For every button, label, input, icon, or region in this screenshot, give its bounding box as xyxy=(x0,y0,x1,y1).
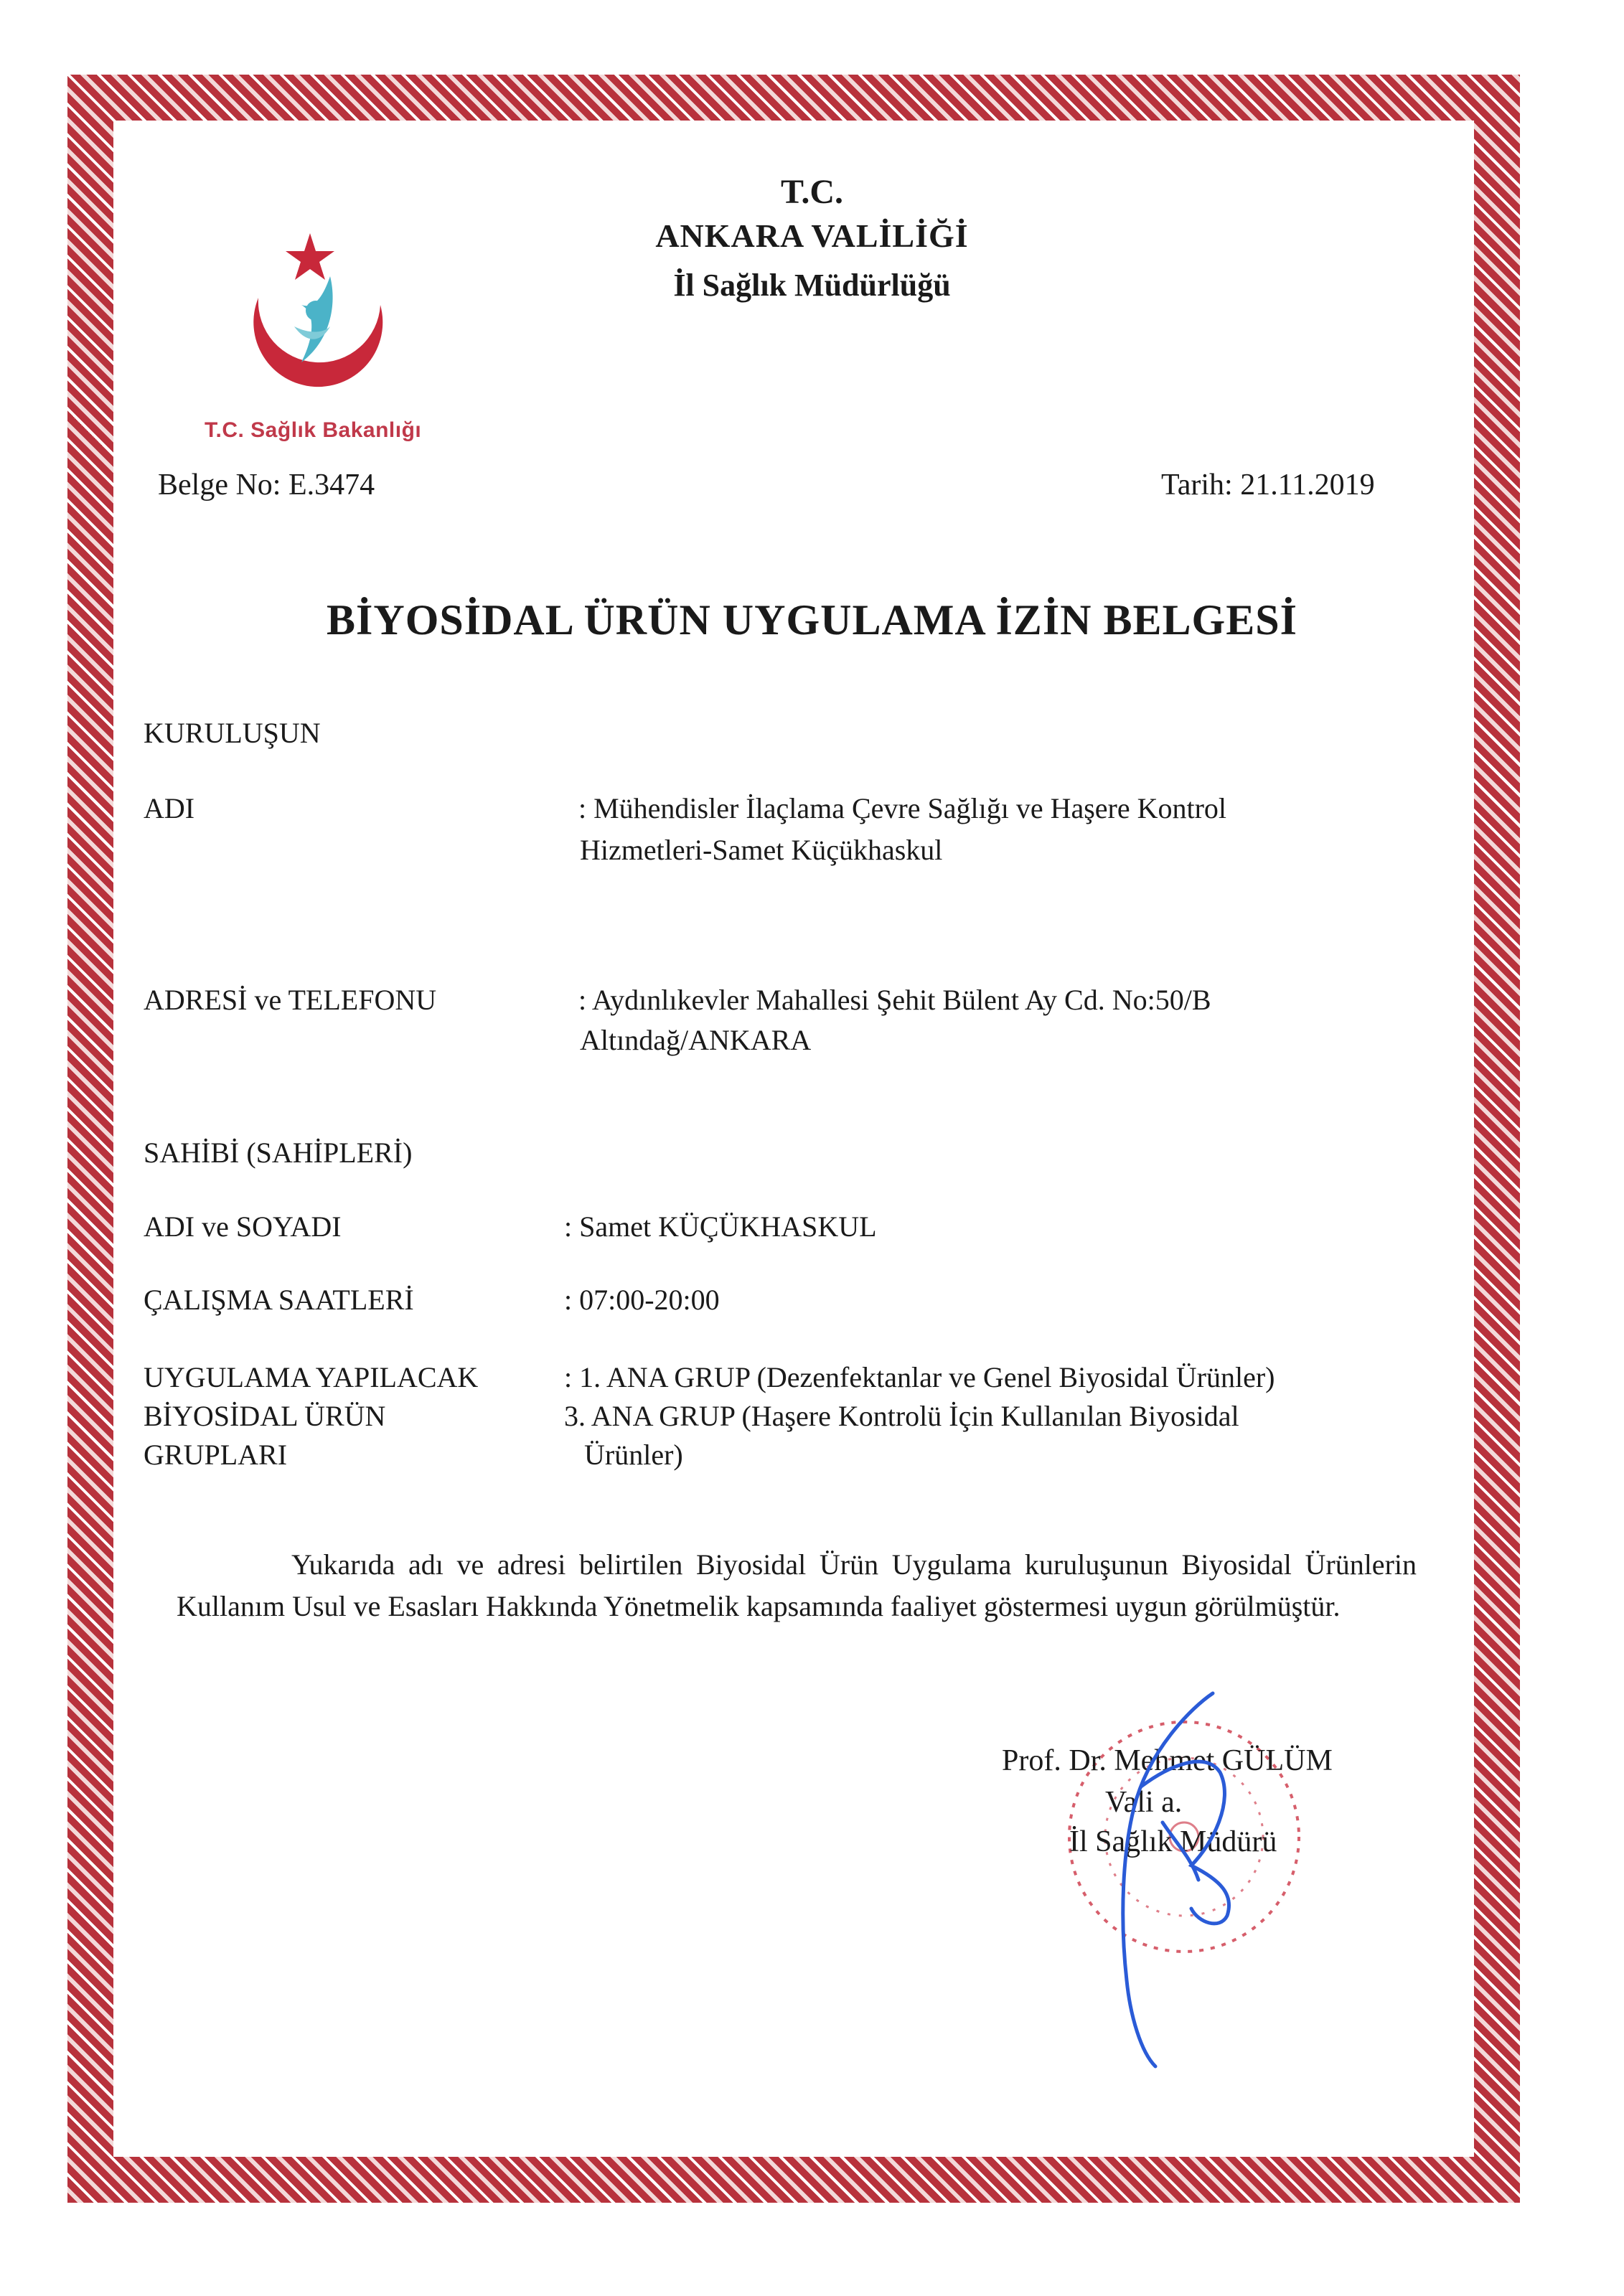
label-grup-1: UYGULAMA YAPILACAK xyxy=(144,1361,479,1393)
document-title: BİYOSİDAL ÜRÜN UYGULAMA İZİN BELGESİ xyxy=(327,596,1297,644)
value-adres-1: : Aydınlıkevler Mahallesi Şehit Bülent Ay Cd. No:50/B xyxy=(578,984,1211,1016)
handwritten-signature-icon xyxy=(1005,1679,1306,2081)
value-grup-3: Ürünler) xyxy=(584,1439,683,1471)
approval-paragraph: Yukarıda adı ve adresi belirtilen Biyosidal Ürün Uygulama kuruluşunun Biyosidal Ürünlerin Kullanım Usul ve Esasları Hakkında Yönetmelik kapsamında faaliyet göstermesi uygun görülmüştür. xyxy=(177,1548,1417,1622)
value-adi-1: : Mühendisler İlaçlama Çevre Sağlığı ve Haşere Kontrol xyxy=(578,792,1227,824)
signatory-name: Prof. Dr. Mehmet GÜLÜM xyxy=(1002,1744,1333,1777)
document-number: Belge No: E.3474 xyxy=(158,469,375,502)
label-grup-3: GRUPLARI xyxy=(144,1439,288,1471)
label-grup-2: BİYOSİDAL ÜRÜN xyxy=(144,1400,386,1432)
label-saatler: ÇALIŞMA SAATLERİ xyxy=(144,1284,414,1316)
label-adsoyad: ADI ve SOYADI xyxy=(144,1210,342,1243)
document-date: Tarih: 21.11.2019 xyxy=(1161,469,1375,502)
header-valilik: ANKARA VALİLİĞİ xyxy=(655,217,969,254)
value-grup-1: : 1. ANA GRUP (Dezenfektanlar ve Genel Biyosidal Ürünler) xyxy=(564,1361,1275,1393)
signatory-role: Vali a. xyxy=(1105,1786,1183,1819)
signatory-office: İl Sağlık Müdürü xyxy=(1069,1825,1277,1858)
label-sahibi: SAHİBİ (SAHİPLERİ) xyxy=(144,1137,413,1169)
value-saatler: : 07:00-20:00 xyxy=(564,1284,720,1316)
value-adres-2: Altındağ/ANKARA xyxy=(580,1024,812,1056)
label-adres: ADRESİ ve TELEFONU xyxy=(144,984,437,1016)
label-kurulusun: KURULUŞUN xyxy=(144,717,321,749)
value-adi-2: Hizmetleri-Samet Küçükhaskul xyxy=(580,834,943,866)
header-mudurluk: İl Sağlık Müdürlüğü xyxy=(673,268,951,303)
header-tc: T.C. xyxy=(780,173,844,211)
value-grup-2: 3. ANA GRUP (Haşere Kontrolü İçin Kullanılan Biyosidal xyxy=(564,1400,1239,1432)
ministry-logo-icon xyxy=(230,226,409,434)
value-adsoyad: : Samet KÜÇÜKHASKUL xyxy=(564,1210,877,1243)
logo-text: T.C. Sağlık Bakanlığı xyxy=(205,418,422,442)
label-adi: ADI xyxy=(144,792,195,824)
